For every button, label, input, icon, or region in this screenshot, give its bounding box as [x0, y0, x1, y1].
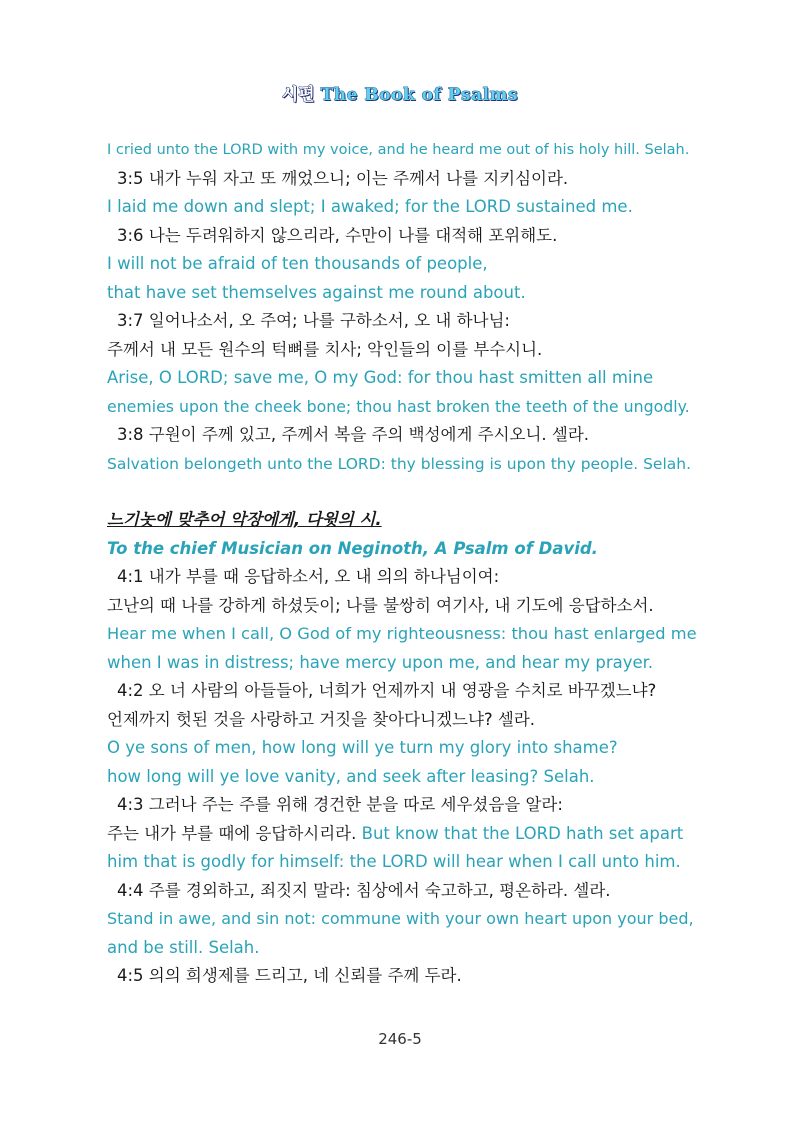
- verse-line-korean: 주께서 내 모든 원수의 턱뼈를 치사; 악인들의 이를 부수시니.: [107, 339, 543, 359]
- verse-text-english: But know that the LORD hath set apart: [356, 823, 684, 843]
- header-korean-title: 시편: [281, 85, 315, 105]
- verse-line-english: Stand in awe, and sin not: commune with your own heart upon your bed,: [107, 909, 694, 928]
- verse-line-english: and be still. Selah.: [107, 937, 260, 957]
- verse-line-korean: 4:2 오 너 사람의 아들들아, 너희가 언제까지 내 영광을 수치로 바꾸겠느냐?: [117, 681, 657, 700]
- verse-line-korean: 고난의 때 나를 강하게 하셨듯이; 나를 불쌍히 여기사, 내 기도에 응답하소서.: [107, 595, 654, 615]
- verse-line-korean: 3:8 구원이 주께 있고, 주께서 복을 주의 백성에게 주시오니. 셀라.: [117, 425, 590, 444]
- verse-line-korean: 4:5 의의 희생제를 드리고, 네 신뢰를 주께 두라.: [117, 966, 462, 985]
- verse-line-english: O ye sons of men, how long will ye turn my glory into shame?: [107, 738, 618, 757]
- verse-line-english: I laid me down and slept; I awaked; for the LORD sustained me.: [107, 197, 633, 216]
- verse-line-english: when I was in distress; have mercy upon me, and hear my prayer.: [107, 652, 654, 672]
- verse-line-korean: 4:1 내가 부를 때 응답하소서, 오 내 의의 하나님이여:: [117, 567, 500, 586]
- verse-line-english: enemies upon the cheek bone; thou hast broken the teeth of the ungodly.: [107, 396, 690, 416]
- verse-line-english: Hear me when I call, O God of my righteousness: thou hast enlarged me: [107, 624, 697, 643]
- verse-line-english: how long will ye love vanity, and seek after leasing? Selah.: [107, 766, 595, 786]
- verse-line-korean: 3:5 내가 누워 자고 또 깨었으니; 이는 주께서 나를 지키심이라.: [117, 168, 569, 188]
- verse-line-english: Arise, O LORD; save me, O my God: for thou hast smitten all mine: [107, 368, 654, 387]
- verse-line-korean: 3:6 나는 두려워하지 않으리라, 수만이 나를 대적해 포위해도.: [117, 225, 558, 245]
- page-number: 246-5: [378, 1030, 422, 1048]
- psalm-text-body: [107, 136, 697, 991]
- verse-line-korean: 언제까지 헛된 것을 사랑하고 거짓을 찾아다니겠느냐? 셀라.: [107, 709, 536, 729]
- verse-line-korean: 3:7 일어나소서, 오 주여; 나를 구하소서, 오 내 하나님:: [117, 311, 510, 330]
- header-english-title: The Book of Psalms: [320, 85, 519, 105]
- psalm-heading-english: To the chief Musician on Neginoth, A Psalm of David.: [107, 538, 598, 558]
- page-header: [0, 82, 800, 108]
- verse-line-mixed: [107, 820, 697, 849]
- section-gap: [107, 478, 697, 506]
- verse-line-korean: 4:4 주를 경외하고, 죄짓지 말라: 침상에서 숙고하고, 평온하라. 셀라.: [117, 880, 611, 900]
- verse-line-english: that have set themselves against me round about.: [107, 282, 526, 302]
- verse-line-english: Salvation belongeth unto the LORD: thy blessing is upon thy people. Selah.: [107, 454, 692, 473]
- verse-text-korean: 주는 내가 부를 때에 응답하시리라.: [107, 823, 357, 843]
- verse-line-english: I will not be afraid of ten thousands of people,: [107, 254, 488, 273]
- psalm-heading-korean: 느기놋에 맞추어 악장에게, 다윗의 시.: [107, 510, 382, 529]
- verse-line-korean: 4:3 그러나 주는 주를 위해 경건한 분을 따로 세우셨음을 알라:: [117, 795, 563, 814]
- verse-line-english: I cried unto the LORD with my voice, and he heard me out of his holy hill. Selah.: [107, 142, 690, 158]
- verse-line-english: him that is godly for himself: the LORD will hear when I call unto him.: [107, 852, 681, 871]
